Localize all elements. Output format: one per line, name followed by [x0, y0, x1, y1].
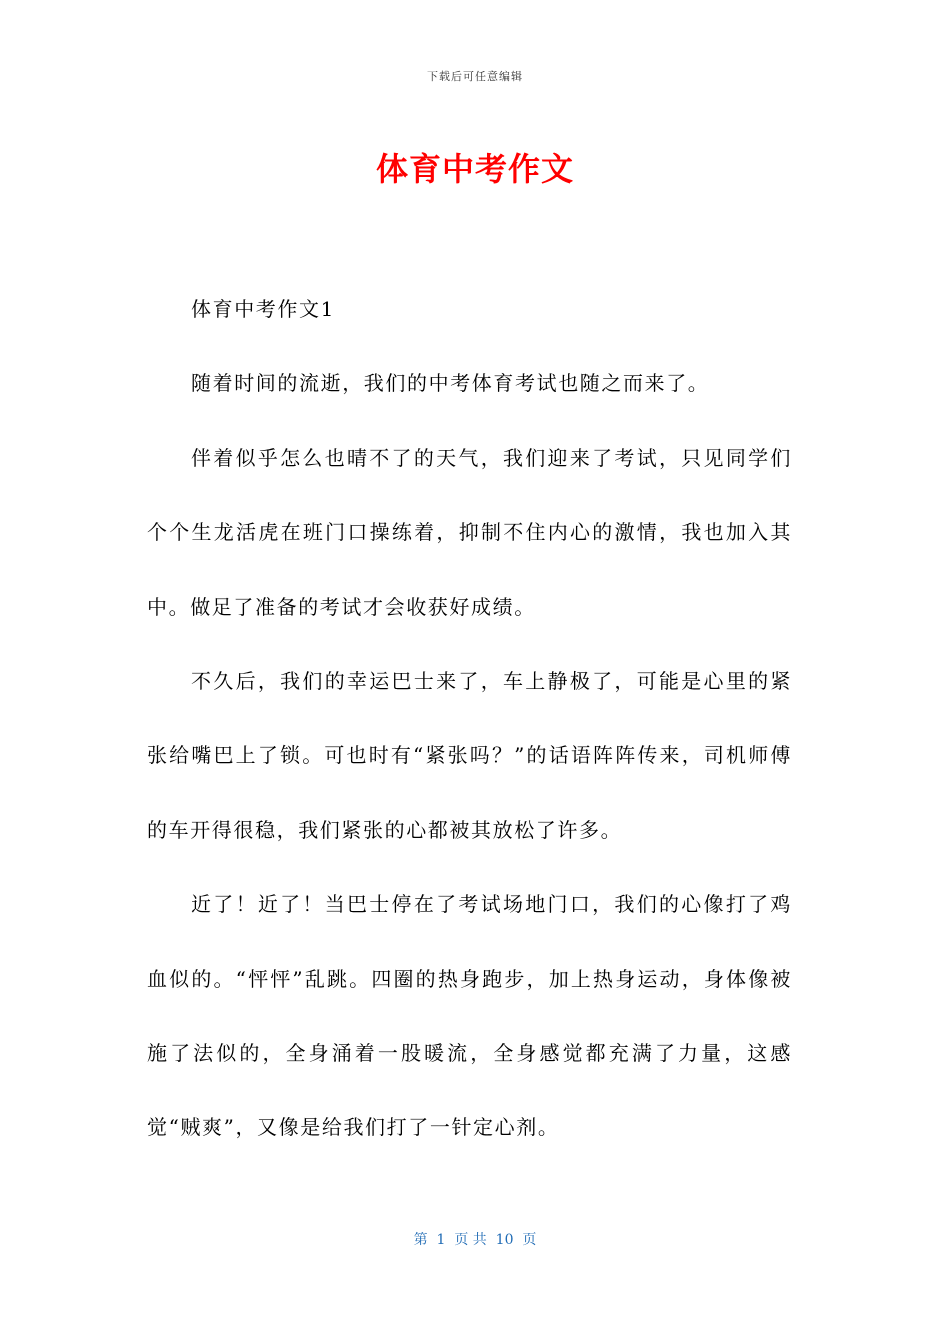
- paragraph-4: 近了！近了！当巴士停在了考试场地门口，我们的心像打了鸡血似的。“怦怦”乱跳。四圈的热身跑步，加上热身运动，身体像被施了法似的，全身涌着一股暖流，全身感觉都充满了力量，这感觉“贼爽”，又像是给我们打了一针定心剂。: [147, 892, 792, 1140]
- document-title: 体育中考作文: [375, 150, 574, 188]
- header-note: 下载后可任意编辑: [427, 70, 523, 83]
- paragraph-1: 随着时间的流逝，我们的中考体育考试也随之而来了。: [191, 371, 710, 396]
- page-number-footer: 第 1 页 共 10 页: [413, 1232, 537, 1248]
- paragraph-subtitle: 体育中考作文1: [191, 297, 335, 321]
- paragraph-3: 不久后，我们的幸运巴士来了，车上静极了，可能是心里的紧张给嘴巴上了锁。可也时有“紧张吗？”的话语阵阵传来，司机师傅的车开得很稳，我们紧张的心都被其放松了许多。: [147, 669, 792, 842]
- document-body: [147, 272, 792, 1165]
- paragraph-2: 伴着似乎怎么也晴不了的天气，我们迎来了考试，只见同学们个个生龙活虎在班门口操练着，抑制不住内心的激情，我也加入其中。做足了准备的考试才会收获好成绩。: [147, 445, 792, 619]
